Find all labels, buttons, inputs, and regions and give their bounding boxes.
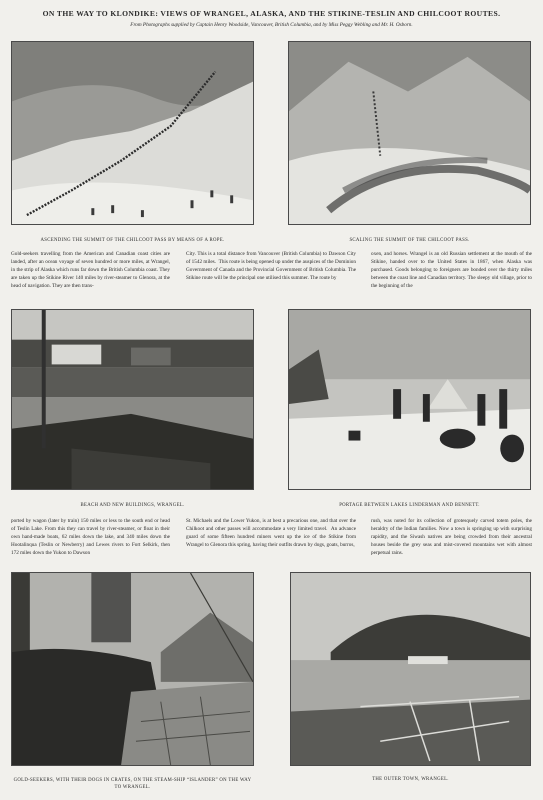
photo-outer-town (290, 572, 531, 766)
caption-beach-buildings: BEACH AND NEW BUILDINGS, WRANGEL. (80, 503, 185, 508)
photo-chilcoot-summit (288, 41, 531, 225)
caption-outer-town: THE OUTER TOWN, WRANGEL. (372, 777, 449, 782)
text-column-5: St. Michaels and the Lower Yukon, is at best a precarious one, and that over the Chilkoot and other passes will accommodate a very limited travel. An advance guard of some fifteen hundred miners went up the ice of the Stikine from Wrangel to Glenora this spring, having their outfits drawn by dogs, goats, burros, (186, 518, 356, 548)
photo-portage (288, 309, 531, 490)
caption-chilcoot-summit: SCALING THE SUMMIT OF THE CHILCOOT PASS. (349, 238, 470, 243)
text-column-2: City. This is a total distance from Vancouver (British Columbia) to Dawson City of 1542 miles. This route is being opened up under the auspices of the Dominion Government of Canada and the Provincial Government of British Columbia. The Stikine route will be the principal one utilised this summer. The route by (186, 251, 356, 281)
text-column-3: oxen, and horses. Wrangel is an old Russian settlement at the mouth of the Stikine, handed over to the United States in 1867, when Alaska was purchased. Goods belonging to foreigners are bonded over the thirty miles between the coast line and Canadian territory. The sleepy old village, prior to the beginning of the (371, 251, 532, 289)
page-title: ON THE WAY TO KLONDIKE: VIEWS OF WRANGEL, ALASKA, AND THE STIKINE-TESLIN AND CHILCOOT ROUTES. (42, 9, 501, 18)
page-subtitle: From Photographs supplied by Captain Henry Woodside, Vancouver, British Columbia, and by Miss Peggy Webling and Mr. H. Osborn. (130, 22, 413, 28)
text-column-6: rush, was noted for its collection of grotesquely carved totem poles, the heraldry of the Indian families. Now a town is springing up with surprising rapidity, and the Siwash natives are being crowded from their ancestral houses beside the grey seas and mist-covered mountains wet with almost perpetual rains. (371, 518, 532, 556)
photo-steamship-islander (11, 572, 254, 766)
text-column-4: ported by wagon (later by train) 150 miles or less to the south end or head of Teslin Lake. From this they can travel by river-steamer, or float in their own hand-made boats, 62 miles down the lake, and 340 miles down the Hootalinqua (Teslin or Newberry) and Lewes rivers to Fort Selkirk, then 172 miles down the Yukon to Dawson (11, 518, 170, 556)
photo-beach-buildings (11, 309, 254, 490)
caption-portage: PORTAGE BETWEEN LAKES LINDERMAN AND BENNETT. (339, 503, 480, 508)
text-column-1: Gold-seekers travelling from the American and Canadian coast cities are landed, after an ocean voyage of seven hundred or more miles, at Wrangel, in the strip of Alaska which runs far down the British Columbia coast. They are taken up the Stikine River 140 miles by river-steamer to Glenora, at the head of navigation. They are then trans- (11, 251, 170, 289)
caption-steamship-islander: GOLD-SEEKERS, WITH THEIR DOGS IN CRATES, ON THE STEAM-SHIP “ISLANDER” ON THE WAY TO WRANGEL. (13, 778, 252, 790)
caption-chilcoot-rope: ASCENDING THE SUMMIT OF THE CHILCOOT PASS BY MEANS OF A ROPE. (40, 238, 225, 243)
photo-chilcoot-rope (11, 41, 254, 225)
